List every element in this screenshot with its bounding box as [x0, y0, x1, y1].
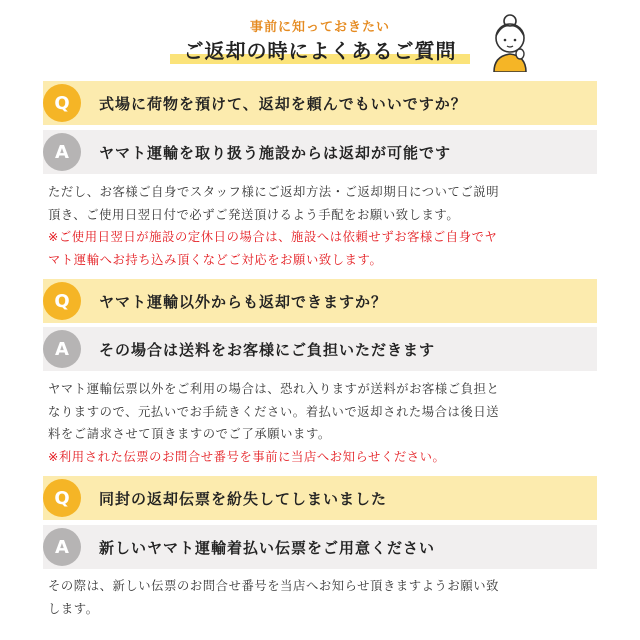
warning-note-line: マト運輸へお持ち込み頂くなどご対応をお願い致します。	[48, 252, 383, 267]
detail-line: ヤマト運輸伝票以外をご利用の場合は、恐れ入りますが送料がお客様ご負担と	[48, 382, 500, 396]
question-bar-2	[43, 279, 597, 323]
detail-line: 頂き、ご使用日翌日付で必ずご発送頂けるよう手配をお願い致します。	[48, 207, 460, 222]
answer-badge: A	[43, 528, 81, 566]
page-title: ご返却の時によくあるご質問	[183, 39, 457, 63]
answer-text: 新しいヤマト運輸着払い伝票をご用意ください	[99, 538, 436, 557]
answer-bar-2	[43, 327, 597, 371]
warning-note-line: ※ご使用日翌日が施設の定休日の場合は、施設へは依頼せずお客様ご自身でヤ	[48, 230, 498, 244]
answer-detail-2	[48, 378, 596, 468]
question-badge: Q	[43, 84, 81, 122]
answer-detail-1	[48, 181, 596, 271]
thinking-woman-icon	[484, 14, 536, 72]
question-badge: Q	[43, 479, 81, 517]
warning-note-line: ※利用された伝票のお問合せ番号を事前に当店へお知らせください。	[48, 449, 446, 464]
detail-line: その際は、新しい伝票のお問合せ番号を当店へお知らせ頂きますようお願い致	[48, 579, 500, 593]
detail-line: します。	[48, 601, 99, 616]
answer-bar-3	[43, 525, 597, 569]
answer-badge: A	[43, 133, 81, 171]
answer-text: ヤマト運輸を取り扱う施設からは返却が可能です	[99, 143, 452, 162]
detail-line: なりますので、元払いでお手続きください。着払いで返却された場合は後日送	[48, 404, 500, 419]
question-text: ヤマト運輸以外からも返却できますか？	[99, 292, 388, 311]
header-subtitle: 事前に知っておきたい	[249, 20, 390, 35]
detail-line: 料をご請求させて頂きますのでご了承願います。	[48, 427, 331, 441]
answer-badge: A	[43, 330, 81, 368]
page-header	[0, 0, 640, 72]
answer-text: その場合は送料をお客様にご負担いただきます	[99, 340, 436, 359]
detail-line: ただし、お客様ご自身でスタッフ様にご返却方法・ご返却期日についてご説明	[48, 185, 500, 199]
question-text: 同封の返却伝票を紛失してしまいました	[99, 489, 388, 508]
question-bar-3	[43, 476, 597, 520]
question-bar-1	[43, 81, 597, 125]
header-title-wrap	[170, 36, 470, 66]
answer-bar-1	[43, 130, 597, 174]
question-text: 式場に荷物を預けて、返却を頼んでもいいですか？	[99, 94, 467, 113]
question-badge: Q	[43, 282, 81, 320]
answer-detail-3	[48, 575, 596, 620]
